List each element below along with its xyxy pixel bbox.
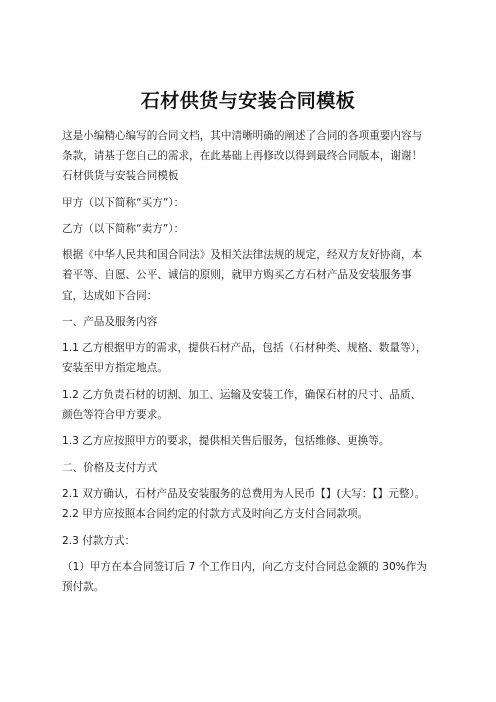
document-title: 石材供货与安装合同模板	[140, 90, 356, 112]
clause-2-3-line: 2.3 付款方式：	[62, 534, 136, 547]
intro-line-1: 这是小编精心编写的合同文档，其中清晰明确的阐述了合同的各项重要内容与	[62, 130, 423, 142]
clause-2-2-line: 2.2 甲方应按照本合同约定的付款方式及时向乙方支付合同款项。	[62, 508, 369, 521]
clause-1-1-line-2: 安装至甲方指定地点。	[62, 362, 168, 375]
clause-1-2-line-2: 颜色等符合甲方要求。	[62, 408, 168, 421]
clause-1-3-line: 1.3 乙方应按照甲方的要求，提供相关售后服务，包括维修、更换等。	[62, 435, 390, 448]
section-1-heading: 一、产品及服务内容	[62, 315, 158, 328]
party-b-line: 乙方（以下简称“卖方”）：	[62, 222, 185, 235]
preamble-line-1: 根据《中华人民共和国合同法》及相关法律法规的规定，经双方友好协商，本	[62, 249, 423, 262]
clause-1-1-line-1: 1.1 乙方根据甲方的需求，提供石材产品，包括（石材种类、规格、数量等），	[62, 342, 427, 355]
preamble-line-3: 宜，达成如下合同：	[62, 289, 158, 302]
party-a-line: 甲方（以下简称“买方”）：	[62, 196, 185, 209]
subtitle-line: 石材供货与安装合同模板	[62, 170, 179, 183]
payment-item-1-line-2: 预付款。	[62, 581, 105, 594]
payment-item-1-line-1: （1）甲方在本合同签订后 7 个工作日内，向乙方支付合同总金额的 30%作为	[62, 560, 427, 573]
intro-line-2: 条款，请基于您自己的需求，在此基础上再修改以得到最终合同版本，谢谢！	[62, 150, 423, 163]
clause-2-1-line: 2.1 双方确认，石材产品及安装服务的总费用为人民币【】(大写：【】元整）。	[62, 488, 426, 501]
document-body	[62, 126, 440, 597]
preamble-line-2: 着平等、自愿、公平、诚信的原则，就甲方购买乙方石材产品及安装服务事	[62, 269, 412, 282]
clause-1-2-line-1: 1.2 乙方负责石材的切割、加工、运输及安装工作，确保石材的尺寸、品质、	[62, 388, 422, 401]
section-2-heading: 二、价格及支付方式	[62, 461, 158, 474]
